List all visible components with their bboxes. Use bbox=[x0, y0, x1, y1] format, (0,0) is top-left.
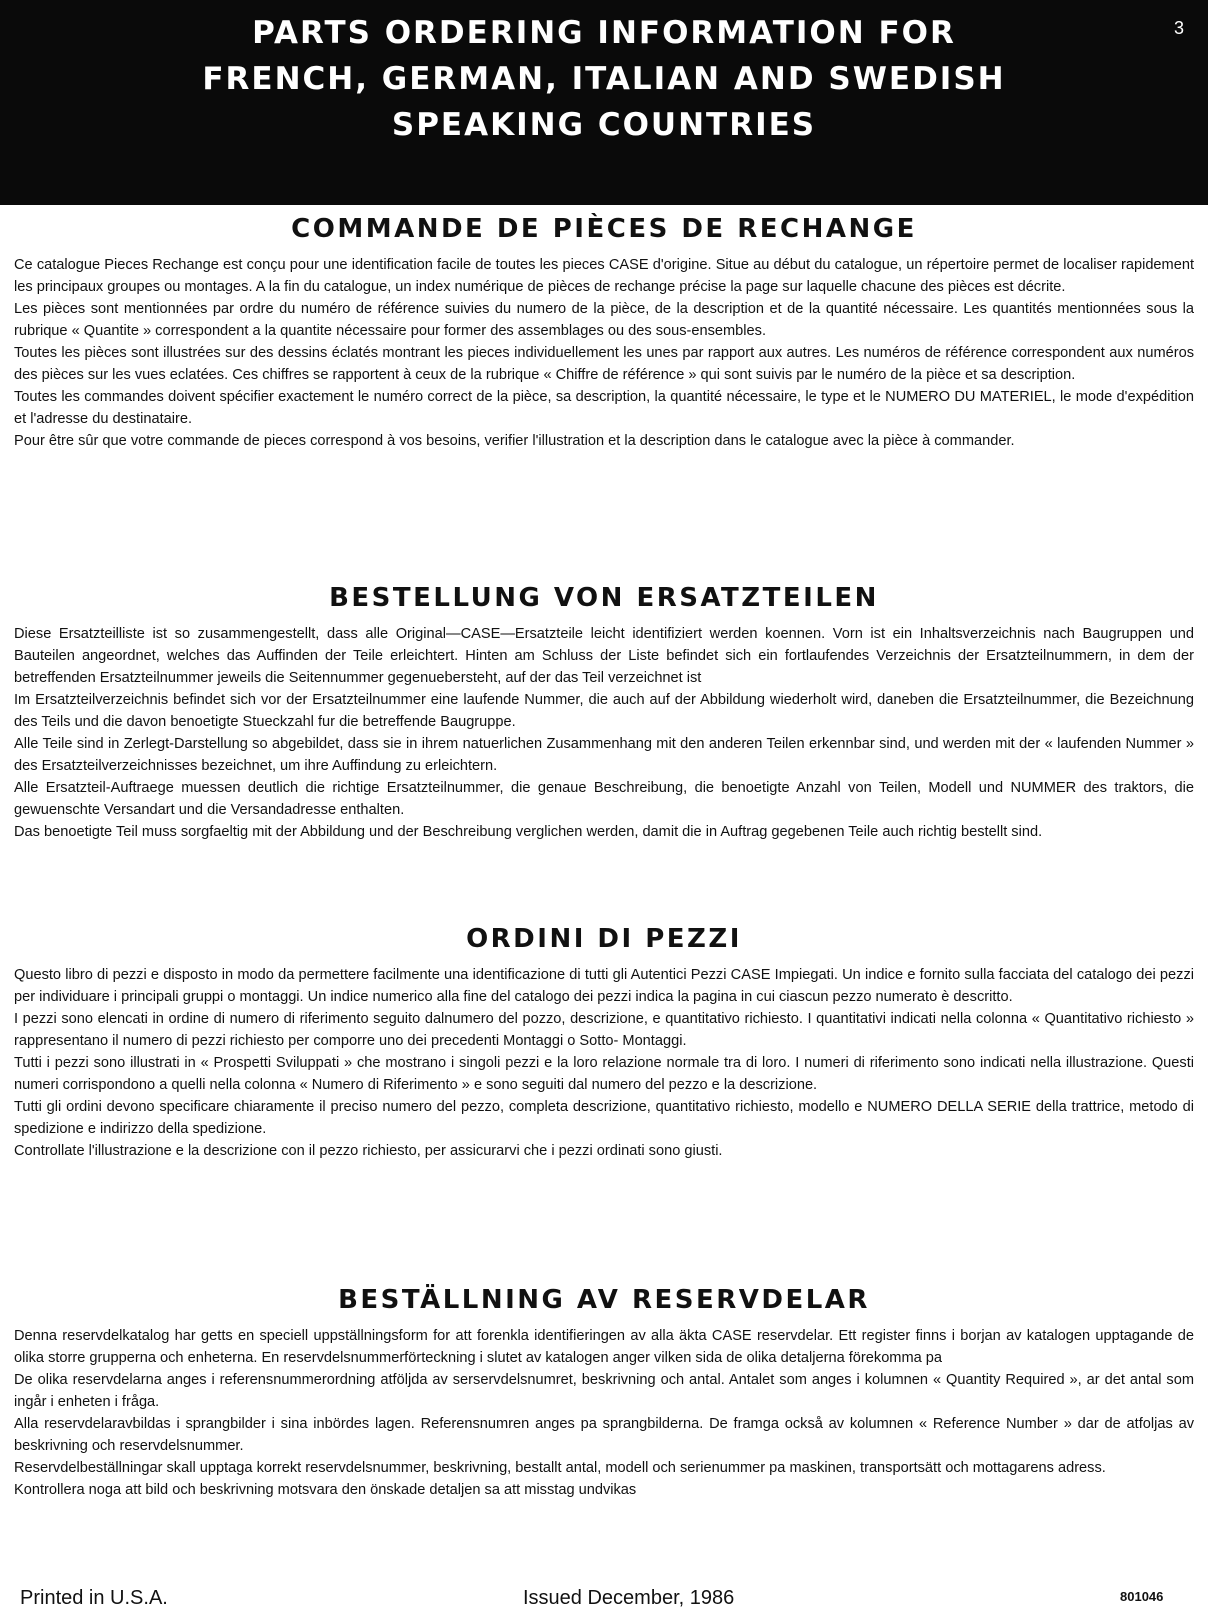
paragraph: Im Ersatzteilverzeichnis befindet sich vor der Ersatzteilnummer eine laufende Nummer, die auch auf der Abbildung wiederholt wird, daneben die Ersatzteilnummer, die Bezeichnung des Teils und die davon benoetigte Stueckzahl fur die betreffende Baugruppe. bbox=[14, 692, 1194, 730]
section-body-swedish bbox=[14, 1325, 1194, 1501]
paragraph: De olika reservdelarna anges i referensnummerordning atföljda av serservdelsnumret, beskrivning och antal. Antalet som anges i kolumnen « Quantity Required », ar det antal som ingår i enheten i fråga. bbox=[14, 1372, 1194, 1410]
paragraph: I pezzi sono elencati in ordine di numero di riferimento seguito dalnumero del pozzo, descrizione, e quantitativo richiesto. I quantitativi indicati nella colonna « Quantitativo richiesto » rappresentano il numero di pezzi richiesto per comporre uno dei precedenti Montaggi o Sotto- Montaggi. bbox=[14, 1011, 1194, 1049]
paragraph: Diese Ersatzteilliste ist so zusammengestellt, dass alle Original—CASE—Ersatzteile leicht identifiziert werden koennen. Vorn ist ein Inhaltsverzeichnis nach Baugruppen und Bauteilen angeordnet, welches das Auffinden der Teile erleichtert. Hinten am Schluss der Liste befindet sich ein fortlaufendes Verzeichnis der Ersatzteilnummern, in dem der betreffenden Ersatzteilnummer jeweils die Seitennummer gegenuebersteht, auf der das Teil verzeichnet ist bbox=[14, 626, 1194, 686]
paragraph: Alle Ersatzteil-Auftraege muessen deutlich die richtige Ersatzteilnummer, die genaue Beschreibung, die benoetigte Anzahl von Teilen, Modell und NUMMER des traktors, die gewuenschte Versandart und die Versandadresse enthalten. bbox=[14, 780, 1194, 818]
section-heading-swedish: BESTÄLLNING AV RESERVDELAR bbox=[338, 1285, 870, 1315]
page-number: 3 bbox=[1173, 18, 1184, 38]
paragraph: Kontrollera noga att bild och beskrivning motsvara den önskade detaljen sa att misstag undvikas bbox=[14, 1482, 637, 1498]
section-french bbox=[14, 212, 1194, 452]
section-body-italian bbox=[14, 964, 1194, 1162]
paragraph: Toutes les pièces sont illustrées sur des dessins éclatés montrant les pieces individuellement les unes par rapport aux autres. Les numéros de référence correspondent aux numéros des pièces sur les vues eclatées. Ces chiffres se rapportent à ceux de la rubrique « Chiffre de référence » qui sont suivis par le numéro de la pièce et sa description. bbox=[14, 345, 1194, 383]
footer-code: 801046 bbox=[1120, 1589, 1164, 1604]
paragraph: Pour être sûr que votre commande de pieces correspond à vos besoins, verifier l'illustration et la description dans le catalogue avec la pièce à commander. bbox=[14, 433, 1015, 449]
section-heading-french: COMMANDE DE PIÈCES DE RECHANGE bbox=[291, 214, 917, 244]
section-heading-italian: ORDINI DI PEZZI bbox=[466, 924, 742, 954]
paragraph: Les pièces sont mentionnées par ordre du numéro de référence suivies du numero de la pièce, de la description et de la quantité nécessaire. Les quantités mentionnées sous la rubrique « Quantite » correspondent a la quantite nécessaire pour former des assemblages ou des sous-ensembles. bbox=[14, 301, 1194, 339]
paragraph: Das benoetigte Teil muss sorgfaeltig mit der Abbildung und der Beschreibung verglichen werden, damit die in Auftrag gegebenen Teile auch richtig bestellt sind. bbox=[14, 824, 1043, 840]
paragraph: Reservdelbeställningar skall upptaga korrekt reservdelsnummer, beskrivning, bestallt antal, modell och serienummer pa maskinen, transportsätt och mottagarens adress. bbox=[14, 1460, 1106, 1476]
footer-issued: Issued December, 1986 bbox=[523, 1587, 735, 1609]
paragraph: Toutes les commandes doivent spécifier exactement le numéro correct de la pièce, sa description, la quantité nécessaire, le type et le NUMERO DU MATERIEL, le mode d'expédition et l'adresse du destinataire. bbox=[14, 389, 1194, 427]
paragraph: Tutti i pezzi sono illustrati in « Prospetti Sviluppati » che mostrano i singoli pezzi e la loro relazione normale tra di loro. I numeri di riferimento sono indicati nella illustrazione. Questi numeri corrispondono a quelli nella colonna « Numero di Riferimento » e sono seguiti dal numero del pezzo e la descrizione. bbox=[14, 1055, 1194, 1093]
paragraph: Tutti gli ordini devono specificare chiaramente il preciso numero del pezzo, completa descrizione, quantitativo richiesto, modello e NUMERO DELLA SERIE della trattrice, metodo di spedizione e indirizzo della spedizione. bbox=[14, 1099, 1194, 1137]
paragraph: Questo libro di pezzi e disposto in modo da permettere facilmente una identificazione di tutti gli Autentici Pezzi CASE Impiegati. Un indice e fornito sulla facciata del catalogo dei pezzi per individuare i principali gruppi o montaggi. Un indice numerico alla fine del catalogo dei pezzi indica la pagina in cui ciascun pezzo numerato è descritto. bbox=[14, 967, 1194, 1005]
paragraph: Alla reservdelaravbildas i sprangbilder i sina inbördes lagen. Referensnumren anges pa sprangbilderna. De framga också av kolumnen « Reference Number » dar de atfoljas av beskrivning och reservdelsnummer. bbox=[14, 1416, 1194, 1454]
paragraph: Ce catalogue Pieces Rechange est conçu pour une identification facile de toutes les pieces CASE d'origine. Situe au début du catalogue, un répertoire permet de localiser rapidement les principaux groupes ou montages. A la fin du catalogue, un index numérique de pièces de rechange précise la page sur laquelle chacune des pièces est décrite. bbox=[14, 257, 1194, 295]
section-german bbox=[14, 581, 1194, 843]
page-title: PARTS ORDERING INFORMATION FOR FRENCH, GERMAN, ITALIAN AND SWEDISH SPEAKING COUNTRIES bbox=[202, 15, 1006, 143]
section-body-french bbox=[14, 254, 1194, 452]
paragraph: Denna reservdelkatalog har getts en speciell uppställningsform for att forenkla identifieringen av alla äkta CASE reservdelar. Ett register finns i borjan av katalogen upptagande de olika storre grupperna och enheterna. En reservdelsnummerförteckning i slutet av katalogen anger vilken sida de olika detaljerna förekomma pa bbox=[14, 1328, 1194, 1366]
section-swedish bbox=[14, 1283, 1194, 1501]
section-heading-german: BESTELLUNG VON ERSATZTEILEN bbox=[329, 583, 879, 613]
section-italian bbox=[14, 922, 1194, 1162]
paragraph: Alle Teile sind in Zerlegt-Darstellung so abgebildet, dass sie in ihrem natuerlichen Zusammenhang mit den anderen Teilen erkennbar sind, und werden mit der « laufenden Nummer » des Ersatzteilverzeichnisses bezeichnet, um ihre Auffindung zu erleichtern. bbox=[14, 736, 1194, 774]
footer-printed: Printed in U.S.A. bbox=[20, 1587, 168, 1609]
header-band bbox=[0, 0, 1208, 205]
section-body-german bbox=[14, 623, 1194, 843]
paragraph: Controllate l'illustrazione e la descrizione con il pezzo richiesto, per assicurarvi che i pezzi ordinati sono giusti. bbox=[14, 1143, 723, 1159]
